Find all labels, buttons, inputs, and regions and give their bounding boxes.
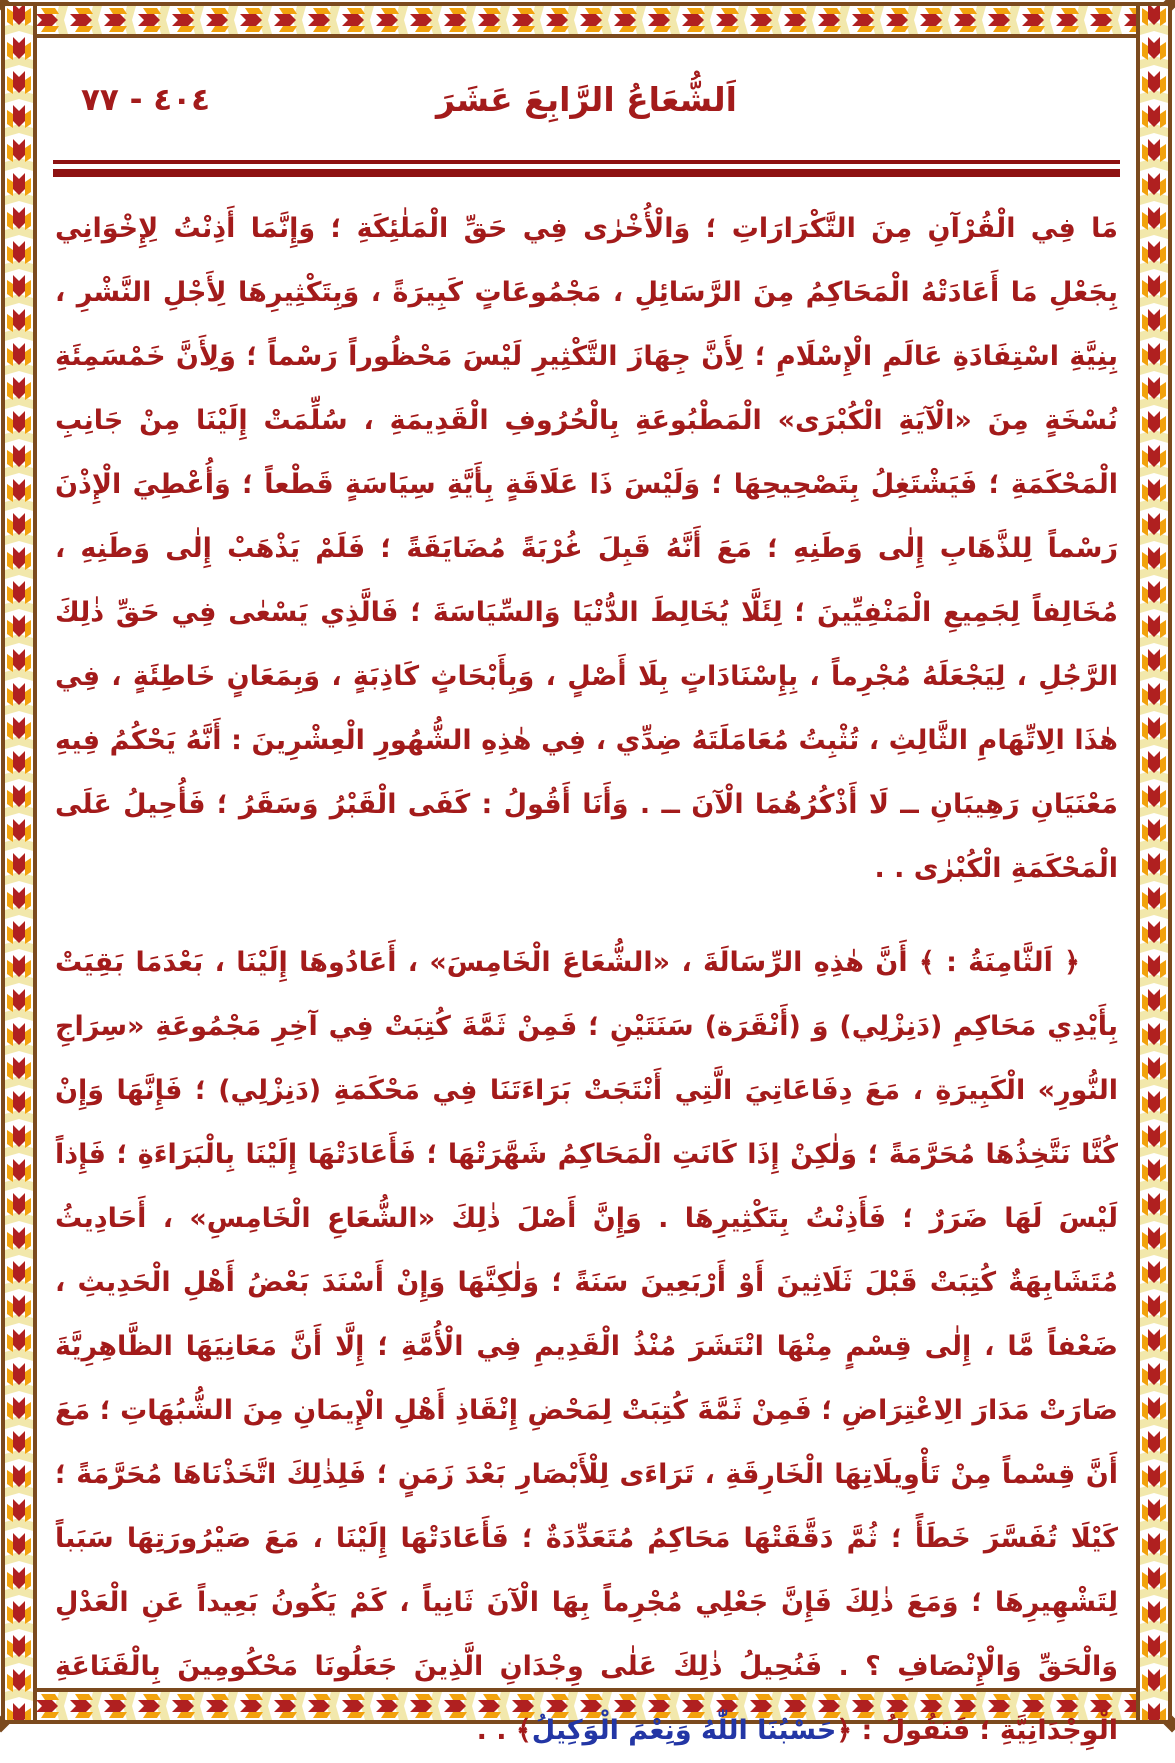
ornamental-border-top xyxy=(2,2,1173,38)
page-number: ٧٧ - ٤٠٤ xyxy=(82,82,212,118)
body-text xyxy=(56,197,1119,1763)
paragraph-2-text: ﴿ اَلثَّامِنَةُ : ﴾ أَنَّ هٰذِهِ الرِّسَالَةَ ، «الشُّعَاعَ الْخَامِسَ» ، أَعَادُوهَا إِلَيْنَا ، بَعْدَمَا بَقِيَتْ بِأَيْدِي مَحَاكِمِ (دَنِزْلِي) وَ (أَنْقَرَة) سَنَتَيْنِ ؛ فَمِنْ ثَمَّةَ كُتِبَتْ فِي آخِرِ مَجْمُوعَةِ «سِرَاجِ النُّورِ» الْكَبِيرَةِ ، مَعَ دِفَاعَاتِيَ الَّتِي أَنْتَجَتْ بَرَاءَتَنَا فِي مَحْكَمَةِ (دَنِزْلِي) ؛ فَإِنَّهَا وَإِنْ كُنَّا نَتَّخِذُهَا مُحَرَّمَةً ؛ وَلٰكِنْ إِذَا كَانَتِ الْمَحَاكِمُ شَهَّرَتْهَا ؛ فَأَعَادَتْهَا إِلَيْنَا بِالْبَرَاءَةِ ؛ فَإِذاً لَيْسَ لَهَا ضَرَرٌ ؛ فَأَذِنْتُ بِتَكْثِيرِهَا . وَإِنَّ أَصْلَ ذٰلِكَ «الشُّعَاعِ الْخَامِسِ» ، أَحَادِيثُ مُتَشَابِهَةٌ كُتِبَتْ قَبْلَ ثَلَاثِينَ أَوْ أَرْبَعِينَ سَنَةً ؛ وَلٰكِنَّهَا وَإِنْ أَسْنَدَ بَعْضُ أَهْلِ الْحَدِيثِ ، ضَعْفاً مَّا ، إِلٰى قِسْمٍ مِنْهَا انْتَشَرَ مُنْذُ الْقَدِيمِ فِي الْأُمَّةِ ؛ إِلَّا أَنَّ مَعَانِيَهَا الظَّاهِرِيَّةَ صَارَتْ مَدَارَ الِاعْتِرَاضِ ؛ فَمِنْ ثَمَّةَ كُتِبَتْ لِمَحْضِ إِنْقَاذِ أَهْلِ الْإِيمَانِ مِنَ الشُّبُهَاتِ ؛ مَعَ أَنَّ قِسْماً مِنْ تَأْوِيلَاتِهَا الْخَارِقَةِ ، تَرَاءَى لِلْأَبْصَارِ بَعْدَ زَمَنٍ ؛ فَلِذٰلِكَ اتَّخَذْنَاهَا مُحَرَّمَةً ؛ كَيْلَا تُفَسَّرَ خَطَأً ؛ ثُمَّ دَقَّقَتْهَا مَحَاكِمُ مُتَعَدِّدَةٌ ؛ فَأَعَادَتْهَا إِلَيْنَا ، مَعَ صَيْرُورَتِهَا سَبَباً لِتَشْهِيرِهَا ؛ وَمَعَ ذٰلِكَ فَإِنَّ جَعْلِي مُجْرِماً بِهَا الْآنَ ثَانِياً ، كَمْ يَكُونُ بَعِيداً عَنِ الْعَدْلِ وَالْحَقِّ وَالْإِنْصَافِ ؟ . فَنُحِيلُ ذٰلِكَ عَلٰى وِجْدَانِ الَّذِينَ جَعَلُونَا مَحْكُومِينَ بِالْقَنَاعَةِ الْوِجْدَانِيَّةِ ؛ فَنَقُولُ : xyxy=(56,947,1119,1746)
header-divider xyxy=(54,160,1121,177)
ornamental-border-left xyxy=(2,2,38,1724)
page-header xyxy=(52,60,1123,152)
body-paragraph-1: مَا فِي الْقُرْآنِ مِنَ التَّكْرَارَاتِ ؛ وَالْأُخْرٰى فِي حَقِّ الْمَلٰئِكَةِ ؛ وَإِنَّمَا أَذِنْتُ لِإِخْوَانِي بِجَعْلِ مَا أَعَادَتْهُ الْمَحَاكِمُ مِنَ الرَّسَائِلِ ، مَجْمُوعَاتٍ كَبِيرَةً ، وَبِتَكْثِيرِهَا لِأَجْلِ النَّشْرِ ، بِنِيَّةِ اسْتِفَادَةِ عَالَمِ الْإِسْلَامِ ؛ لِأَنَّ جِهَازَ التَّكْثِيرِ لَيْسَ مَحْظُوراً رَسْماً ؛ وَلِأَنَّ خَمْسَمِئَةِ نُسْخَةٍ مِنَ «الْآيَةِ الْكُبْرَى» الْمَطْبُوعَةِ بِالْحُرُوفِ الْقَدِيمَةِ ، سُلِّمَتْ إِلَيْنَا مِنْ جَانِبِ الْمَحْكَمَةِ ؛ فَيَشْتَغِلُ بِتَصْحِيحِهَا ؛ وَلَيْسَ ذَا عَلَاقَةٍ بِأَيَّةِ سِيَاسَةٍ قَطْعاً ؛ وَأُعْطِيَ الْإِذْنَ رَسْماً لِلذَّهَابِ إِلٰى وَطَنِهِ ؛ مَعَ أَنَّهُ قَبِلَ غُرْبَةً مُضَايَقَةً ؛ فَلَمْ يَذْهَبْ إِلٰى وَطَنِهِ ، مُخَالِفاً لِجَمِيعِ الْمَنْفِيِّينَ ؛ لِئَلَّا يُخَالِطَ الدُّنْيَا وَالسِّيَاسَةَ ؛ فَالَّذِي يَسْعٰى فِي حَقِّ ذٰلِكَ الرَّجُلِ ، لِيَجْعَلَهُ مُجْرِماً ، بِإِسْنَادَاتٍ بِلَا أَصْلٍ ، وَبِأَبْحَاثٍ كَاذِبَةٍ ، وَبِمَعَانٍ خَاطِئَةٍ ، فِي هٰذَا الِاتِّهَامِ الثَّالِثِ ، تُثْبِتُ مُعَامَلَتَهُ ضِدِّي ، فِي هٰذِهِ الشُّهُورِ الْعِشْرِينَ : أَنَّهُ يَحْكُمُ فِيهِ مَعْنَيَانِ رَهِيبَانِ ــ لَا أَذْكُرُهُمَا الْآنَ ــ . وَأَنَا أَقُولُ : كَفَى الْقَبْرُ وَسَقَرُ ؛ فَأُحِيلُ عَلَى الْمَحْكَمَةِ الْكُبْرٰى . . xyxy=(56,213,1119,884)
header-divider-thick-line xyxy=(54,169,1121,177)
quote-open-ornament: ﴿ xyxy=(837,1715,854,1746)
body-paragraph-2 xyxy=(56,931,1119,1763)
ornamental-border-right xyxy=(1137,2,1173,1724)
quran-quote: حَسْبُنَا اللّٰهُ وَنِعْمَ الْوَكِيلُ xyxy=(532,1715,838,1746)
quote-close-ornament: ﴾ . . xyxy=(477,1715,533,1746)
page-content xyxy=(52,46,1123,1746)
page-title: اَلشُّعَاعُ الرَّابِعَ عَشَرَ xyxy=(437,80,738,119)
